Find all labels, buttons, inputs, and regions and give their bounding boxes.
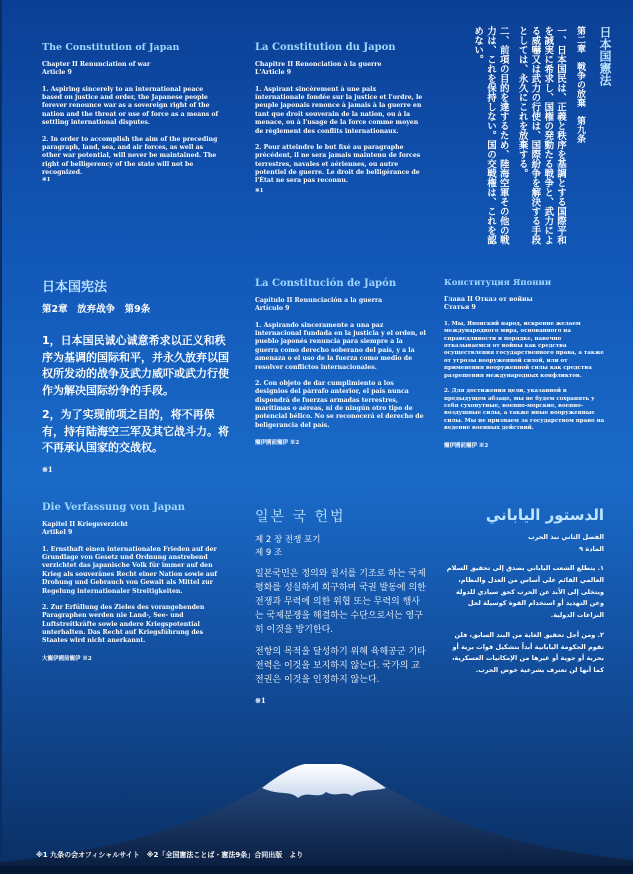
- french-paragraph-1: 1. Aspirant sincèrement à une paix internationale fondée sur la justice et l'ordre, le peuple japonais renonce à jamais à la guerre en tant que droit souverain de la nation, ou à la menace, ou à l'usage de la force comme moyen de règlement des conflits internationaux.: [255, 85, 423, 135]
- english-chapter: [42, 61, 222, 78]
- english-chapter-line: Chapter II Renunciation of war: [42, 61, 151, 68]
- spanish-note: 寵伊國前寵伊 ※2: [255, 440, 300, 447]
- spanish-section: [255, 278, 427, 446]
- arabic-chapter-line: الفصل الثاني نبذ الحرب: [528, 533, 604, 541]
- korean-article-line: 제 9 조: [255, 548, 283, 559]
- japanese-paragraph-1: 一、日本国民は、正義と秩序を基調とする国際平和を誠実に希求し、国権の発動たる戦争と、武力による威嚇又は武力の行使は、国際紛争を解決する手段としては、永久にこれを放棄する。: [516, 26, 566, 245]
- spanish-chapter: [255, 297, 427, 314]
- korean-section: [255, 506, 427, 705]
- french-chapter-line: Chapitre II Renonciation à la guerre: [255, 61, 382, 68]
- japanese-chapter: 第二章 戦争の放棄 第九条: [575, 26, 585, 143]
- arabic-chapter: [444, 532, 604, 555]
- german-paragraph-1: 1. Ernsthaft einen internationalen Frieden auf der Grundlage von Gesetz und Ordnung anstrebend verzichtet das japanische Volk für immer auf den Krieg als souveränes Recht einer Nation sowie auf Drohung und Gebrauch von Gewalt als Mittel zur Regelung internationaler Streitigkeiten.: [42, 545, 218, 595]
- russian-title: Конституция Японии: [444, 278, 552, 288]
- english-paragraph-2: 2. In order to accomplish the aim of the preceding paragraph, land, sea, and air forces, as well as other war potential, will never be maintained. The right of belligerency of the state will not be recognized.: [42, 135, 218, 176]
- english-article-line: Article 9: [42, 69, 72, 77]
- arabic-paragraph-2: ٢. ومن أجل تحقيق الغاية من البند السابق، فلن تقوم الحكومة اليابانية أبداً بتشكيل قوات برية أو بحرية أو جوية أو غيرها من الإمكانيات العسكرية، كما أنها لن تعترف بشرعية خوض الحرب.: [451, 630, 604, 674]
- russian-article-line: Статья 9: [444, 304, 476, 312]
- russian-chapter: [444, 296, 609, 313]
- korean-chapter-line: 제 2 장 전쟁 포기: [255, 535, 321, 545]
- german-article-line: Artikel 9: [42, 529, 73, 537]
- french-title: La Constitution du Japon: [255, 42, 396, 53]
- french-paragraph-2: 2. Pour atteindre le but fixé au paragraphe précédent, il ne sera jamais maintenu de forces terrestres, navales et aériennes, ou autre potentiel de guerre. Le droit de belligérance de l'État ne sera pas reconnu.: [255, 143, 421, 185]
- spanish-paragraph-1: 1. Aspirando sinceramente a una paz internacional fundada en la justicia y el orden, el pueblo japonés renuncia para siempre a la guerra como derecho soberano del país, y a la amenaza o el uso de la fuerza como medio de resolver conflictos internacionales.: [255, 321, 426, 371]
- korean-chapter: [255, 534, 427, 560]
- korean-title: 일본 국 헌법: [255, 509, 346, 525]
- korean-paragraph-1: 일본국민은 정의와 질서를 기조로 하는 국제평화를 성실하게 희구하며 국권 발동에 의한 전쟁과 무력에 의한 위협 또는 무력의 행사는 국제분쟁을 해결하는 수단으로서는 영구히 이것을 방기한다.: [255, 569, 426, 636]
- english-paragraph-1: 1. Aspiring sincerely to an international peace based on justice and order, the Japanese people forever renounce war as a sovereign right of the nation and the threat or use of force as a means of settling international disputes.: [42, 85, 219, 127]
- english-section: [42, 42, 222, 183]
- spanish-chapter-line: Capítulo II Renunciación a la guerra: [255, 297, 383, 304]
- arabic-section: [444, 506, 604, 685]
- korean-paragraph-2: 전항의 목적을 달성하기 위해 육해공군 기타 전력은 이것을 보지하지 않는다. 국가의 교전권은 이것을 인정하지 않는다.: [255, 647, 426, 685]
- french-section: [255, 42, 427, 194]
- german-paragraph-2: 2. Zur Erfüllung des Zieles des vorangehenden Paragraphen werden nie Land-, See- und Luftstreitkräfte sowie andere Kriegspotential unterhalten. Das Recht auf Kriegsführung des Staates wird nicht anerkannt.: [42, 603, 205, 645]
- german-chapter-line: Kapitel II Kriegsverzicht: [42, 521, 128, 528]
- spanish-article-line: Artículo 9: [255, 305, 290, 313]
- korean-note: ※1: [255, 695, 266, 705]
- chinese-note: ※1: [42, 464, 53, 474]
- german-section: [42, 502, 222, 662]
- foreground-strip: [0, 866, 633, 874]
- german-title: Die Verfassung von Japan: [42, 502, 186, 513]
- arabic-article-line: المادة ٩: [579, 544, 604, 553]
- japanese-section: [438, 26, 614, 246]
- arabic-title: الدستور الياباني: [485, 506, 604, 524]
- spanish-paragraph-2: 2. Con objeto de dar cumplimiento a los designios del párrafo anterior, el país nunca dispondrá de fuerzas armadas terrestres, marítimas o aéreas, ni de ningún otro tipo de potencial bélico. No se reconocerá el derecho de beligerancia del país.: [255, 379, 424, 429]
- chinese-section: [42, 276, 232, 474]
- english-title: The Constitution of Japan: [42, 42, 180, 53]
- russian-paragraph-2: 2. Для достижения цели, указанной в предыдущем абзаце, мы не будем сохранять у себя сухопутные, военно-морские, военно-воздушные силы, а также иные вооруженные силы. Мы не признаем за государством право на ведение военных действий.: [444, 388, 605, 432]
- french-chapter: [255, 61, 427, 78]
- chinese-title: 日本国宪法: [42, 280, 108, 295]
- footer-source-note: ※1 九条の会オフィシャルサイト ※2「全国憲法ことば・憲法9条」合同出版 より: [36, 851, 304, 859]
- german-note: 大寵伊國前寵伊 ※2: [42, 655, 92, 662]
- german-chapter: [42, 521, 222, 538]
- chinese-paragraph-1: 1，日本国民诚心诚意希求以正义和秩序为基调的国际和平，并永久放弃以国权所发动的战争及武力威吓或武力行使作为解决国际纷争的手段。: [42, 334, 229, 397]
- french-article-line: L'Article 9: [255, 69, 292, 77]
- russian-paragraph-1: 1. Мы, Японский народ, искренне желаем международного мира, основанного на справедливости и порядке, навечно отказываемся от войны как средства осуществления государственного права, а также от угрозы вооруженной силой, или от применения вооруженной силы как средства разрешения международных конфликтов.: [444, 320, 604, 379]
- arabic-paragraph-1: ١. يتطلع الشعب الياباني بصدق إلى تحقيق السلام العالمي القائم على أساس من العدل والنظام، ويتخلى إلى الأبد عن الحرب كحق سيادي للدولة وعن التهديد أو استخدام القوة كوسيلة لحل النزاعات الدولية.: [446, 564, 604, 620]
- russian-chapter-line: Глава II Отказ от войны: [444, 296, 533, 303]
- japanese-paragraph-2: 二、前項の目的を達するため、陸海空軍その他の戦力は、これを保持しない。国の交戦権は、これを認めない。: [472, 26, 509, 245]
- russian-note: 寵伊國前寵伊 ※2: [444, 442, 489, 449]
- french-note: ※1: [255, 187, 264, 194]
- spanish-title: La Constitución de Japón: [255, 278, 397, 289]
- chinese-paragraph-2: 2，为了实现前项之目的，将不再保有，持有陆海空三军及其它战斗力。将不再承认国家的交战权。: [42, 408, 229, 455]
- chinese-chapter: 第2章 放弃战争 第9条: [42, 304, 151, 315]
- japanese-title: 日本国憲法: [598, 26, 612, 86]
- english-note: ※1: [42, 177, 51, 184]
- russian-section: [444, 278, 609, 449]
